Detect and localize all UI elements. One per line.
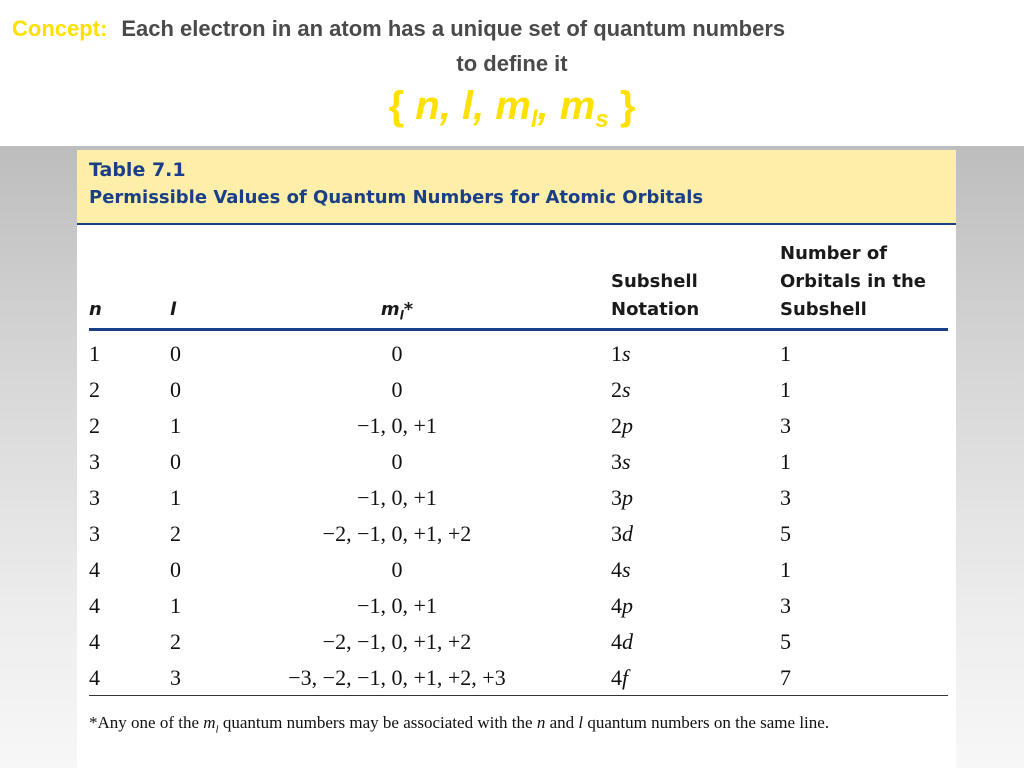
cell-orbital-count: 1 bbox=[780, 341, 791, 366]
table-row bbox=[77, 480, 956, 516]
cell-n: 4 bbox=[89, 557, 100, 582]
qn-ms: $m_s$ bbox=[559, 84, 609, 133]
cell-l: 1 bbox=[170, 413, 181, 438]
cell-ml: −1, 0, +1 bbox=[357, 593, 437, 618]
table-row bbox=[77, 372, 956, 408]
cell-l: 0 bbox=[170, 341, 181, 366]
table-title: Permissible Values of Quantum Numbers for Atomic Orbitals bbox=[89, 187, 704, 208]
quantum-number-set: { n, l, $m_l$, $m_s$ } bbox=[388, 84, 636, 133]
cell-orbital-count: 1 bbox=[780, 449, 791, 474]
cell-orbital-count: 5 bbox=[780, 521, 791, 546]
cell-n: 4 bbox=[89, 593, 100, 618]
cell-l: 1 bbox=[170, 485, 181, 510]
cell-subshell: 3s bbox=[611, 449, 631, 474]
cell-n: 1 bbox=[89, 341, 100, 366]
cell-n: 3 bbox=[89, 449, 100, 474]
header-number-of-orbitals: Number of Orbitals in the Subshell bbox=[780, 243, 927, 320]
cell-orbital-count: 3 bbox=[780, 413, 791, 438]
caption-divider bbox=[77, 223, 956, 225]
cell-orbital-count: 7 bbox=[780, 665, 791, 690]
cell-ml: −1, 0, +1 bbox=[357, 413, 437, 438]
cell-orbital-count: 1 bbox=[780, 557, 791, 582]
table-row bbox=[77, 516, 956, 552]
table-row bbox=[77, 624, 956, 660]
concept-label: Concept: bbox=[12, 16, 108, 41]
cell-ml: −3, −2, −1, 0, +1, +2, +3 bbox=[288, 665, 506, 690]
cell-subshell: 3p bbox=[611, 485, 633, 510]
cell-n: 3 bbox=[89, 485, 100, 510]
table-row bbox=[77, 660, 956, 696]
header-n: n bbox=[89, 299, 102, 320]
cell-n: 2 bbox=[89, 413, 100, 438]
qn-n: n bbox=[415, 84, 440, 128]
cell-orbital-count: 3 bbox=[780, 593, 791, 618]
cell-subshell: 4d bbox=[611, 629, 633, 654]
cell-l: 0 bbox=[170, 377, 181, 402]
cell-n: 4 bbox=[89, 665, 100, 690]
slide-header bbox=[0, 0, 1024, 146]
header-ml: $m_l*$ bbox=[380, 299, 414, 323]
cell-ml: 0 bbox=[391, 341, 403, 366]
table-row bbox=[77, 552, 956, 588]
table-caption bbox=[77, 150, 956, 223]
header-l: l bbox=[170, 299, 177, 320]
cell-ml: 0 bbox=[391, 449, 403, 474]
table-row bbox=[77, 336, 956, 372]
cell-ml: −1, 0, +1 bbox=[357, 485, 437, 510]
cell-orbital-count: 5 bbox=[780, 629, 791, 654]
qn-l: l bbox=[461, 84, 474, 128]
cell-ml: 0 bbox=[391, 377, 403, 402]
cell-n: 2 bbox=[89, 377, 100, 402]
qn-ml: $m_l$ bbox=[495, 84, 538, 133]
table-row bbox=[77, 408, 956, 444]
cell-l: 2 bbox=[170, 629, 181, 654]
header-subshell-notation: Subshell Notation bbox=[611, 271, 700, 320]
cell-orbital-count: 1 bbox=[780, 377, 791, 402]
concept-statement bbox=[12, 16, 1016, 42]
cell-l: 0 bbox=[170, 557, 181, 582]
cell-subshell: 4s bbox=[611, 557, 631, 582]
cell-n: 3 bbox=[89, 521, 100, 546]
cell-orbital-count: 3 bbox=[780, 485, 791, 510]
cell-subshell: 3d bbox=[611, 521, 633, 546]
concept-text-line2: to define it bbox=[456, 51, 568, 76]
cell-subshell: 4p bbox=[611, 593, 633, 618]
concept-text-line1: Each electron in an atom has a unique set of quantum numbers bbox=[121, 16, 786, 41]
cell-l: 0 bbox=[170, 449, 181, 474]
cell-n: 4 bbox=[89, 629, 100, 654]
cell-ml: 0 bbox=[391, 557, 403, 582]
cell-ml: −2, −1, 0, +1, +2 bbox=[322, 521, 472, 546]
cell-subshell: 2s bbox=[611, 377, 631, 402]
footnote-divider bbox=[89, 695, 948, 696]
cell-subshell: 4f bbox=[611, 665, 629, 690]
table-row bbox=[77, 444, 956, 480]
table-footnote: *Any one of the $m_l$ quantum numbers may be associated with the n and l quantum numbers on the same line. bbox=[89, 713, 830, 736]
table-number: Table 7.1 bbox=[89, 159, 186, 181]
cell-subshell: 2p bbox=[611, 413, 633, 438]
cell-ml: −2, −1, 0, +1, +2 bbox=[322, 629, 472, 654]
header-divider bbox=[89, 328, 948, 331]
table-row bbox=[77, 588, 956, 624]
cell-subshell: 1s bbox=[611, 341, 631, 366]
quantum-numbers-table bbox=[77, 150, 956, 768]
cell-l: 2 bbox=[170, 521, 181, 546]
cell-l: 1 bbox=[170, 593, 181, 618]
cell-l: 3 bbox=[170, 665, 181, 690]
